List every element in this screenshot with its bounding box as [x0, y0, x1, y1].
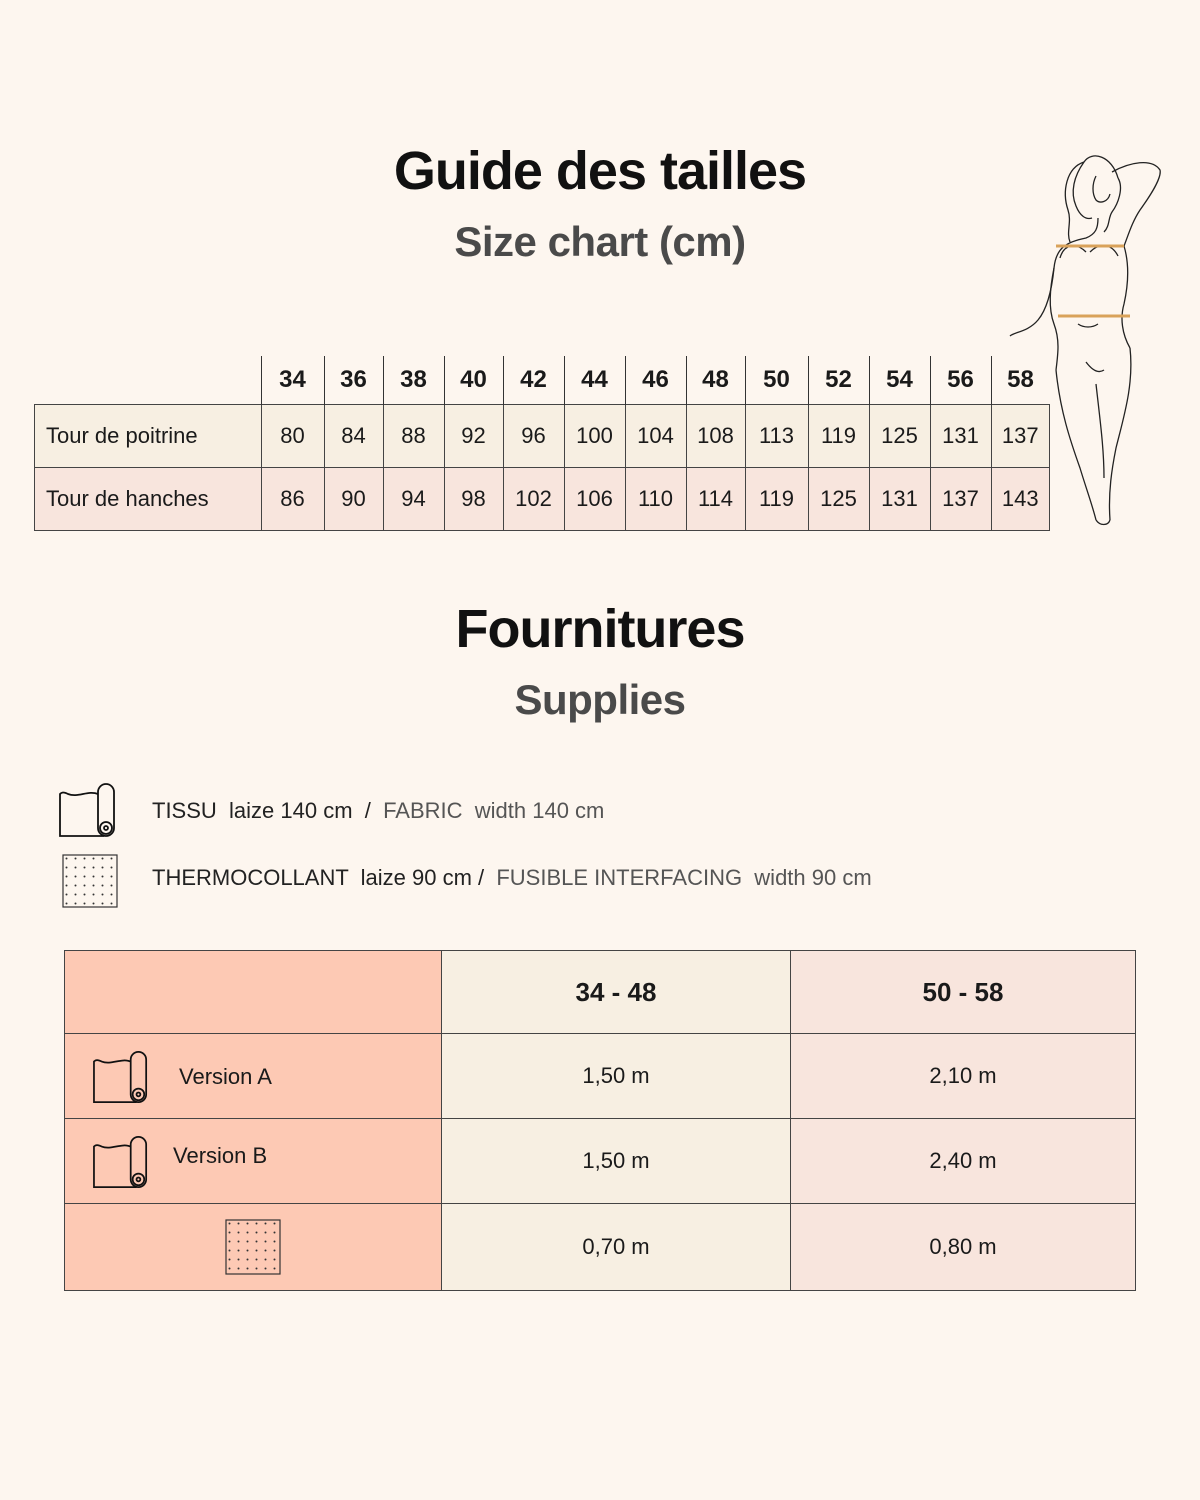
interfacing-label-cell — [65, 1204, 442, 1291]
interfacing-supply-line — [152, 865, 872, 891]
table-cell: 119 — [745, 468, 808, 531]
table-cell: 0,70 m — [442, 1204, 791, 1291]
size-header: 56 — [930, 356, 991, 405]
table-cell: 137 — [991, 405, 1050, 468]
row-label: Tour de poitrine — [35, 405, 262, 468]
size-header: 50 — [745, 356, 808, 405]
table-row — [65, 1034, 1136, 1119]
size-header: 34 — [261, 356, 324, 405]
size-header: 42 — [503, 356, 564, 405]
table-cell: 137 — [930, 468, 991, 531]
size-header: 58 — [991, 356, 1050, 405]
size-header: 48 — [686, 356, 745, 405]
size-header: 38 — [383, 356, 444, 405]
table-cell: 119 — [808, 405, 869, 468]
table-cell: 98 — [444, 468, 503, 531]
table-row — [65, 951, 1136, 1034]
table-cell: 113 — [745, 405, 808, 468]
table-cell: 84 — [324, 405, 383, 468]
table-cell: 1,50 m — [442, 1119, 791, 1204]
table-cell: 100 — [564, 405, 625, 468]
table-cell: 143 — [991, 468, 1050, 531]
supplies-subtitle: Supplies — [514, 676, 686, 723]
version-a-label-cell — [65, 1034, 442, 1119]
version-label: Version A — [179, 1064, 272, 1089]
table-cell: 106 — [564, 468, 625, 531]
interfacing-fr-text: THERMOCOLLANT laize 90 cm — [152, 865, 472, 890]
interfacing-icon — [225, 1219, 281, 1275]
page-title: Guide des tailles — [393, 141, 807, 201]
version-b-label-cell — [65, 1119, 442, 1204]
table-cell: 90 — [324, 468, 383, 531]
size-header: 52 — [808, 356, 869, 405]
yardage-table — [64, 950, 1136, 1291]
table-row — [65, 1119, 1136, 1204]
table-cell: 86 — [261, 468, 324, 531]
table-cell: 2,10 m — [791, 1034, 1136, 1119]
fabric-fr-text: TISSU laize 140 cm — [152, 798, 353, 823]
table-row — [35, 405, 1050, 468]
fabric-roll-icon — [91, 1133, 153, 1191]
table-cell: 131 — [930, 405, 991, 468]
interfacing-en-text: FUSIBLE INTERFACING width 90 cm — [496, 865, 872, 890]
table-cell: 80 — [261, 405, 324, 468]
size-header: 36 — [324, 356, 383, 405]
fabric-separator: / — [352, 798, 384, 823]
table-cell: 125 — [869, 405, 930, 468]
table-cell: 96 — [503, 405, 564, 468]
row-label: Tour de hanches — [35, 468, 262, 531]
interfacing-separator: / — [471, 865, 497, 890]
table-cell: 131 — [869, 468, 930, 531]
supplies-title: Fournitures — [455, 599, 745, 659]
table-cell: 108 — [686, 405, 745, 468]
column-header: 50 - 58 — [791, 951, 1136, 1034]
fabric-en-text: FABRIC width 140 cm — [383, 798, 605, 823]
fabric-roll-icon — [58, 780, 120, 840]
table-cell: 94 — [383, 468, 444, 531]
page-subtitle: Size chart (cm) — [454, 218, 746, 265]
table-cell: 1,50 m — [442, 1034, 791, 1119]
column-header: 34 - 48 — [442, 951, 791, 1034]
size-header: 40 — [444, 356, 503, 405]
fabric-roll-icon — [91, 1048, 153, 1106]
table-cell: 114 — [686, 468, 745, 531]
version-label: Version B — [173, 1143, 268, 1168]
table-cell: 104 — [625, 405, 686, 468]
size-header: 46 — [625, 356, 686, 405]
size-header: 54 — [869, 356, 930, 405]
table-cell: 88 — [383, 405, 444, 468]
table-cell: 102 — [503, 468, 564, 531]
table-cell: 2,40 m — [791, 1119, 1136, 1204]
table-cell: 92 — [444, 405, 503, 468]
size-header: 44 — [564, 356, 625, 405]
table-cell: 125 — [808, 468, 869, 531]
header-corner — [35, 356, 262, 405]
table-row — [35, 468, 1050, 531]
interfacing-icon — [62, 854, 118, 908]
size-chart-table — [34, 356, 1050, 531]
table-cell: 110 — [625, 468, 686, 531]
fabric-supply-line — [152, 798, 604, 824]
header-corner — [65, 951, 442, 1034]
table-row — [65, 1204, 1136, 1291]
table-cell: 0,80 m — [791, 1204, 1136, 1291]
